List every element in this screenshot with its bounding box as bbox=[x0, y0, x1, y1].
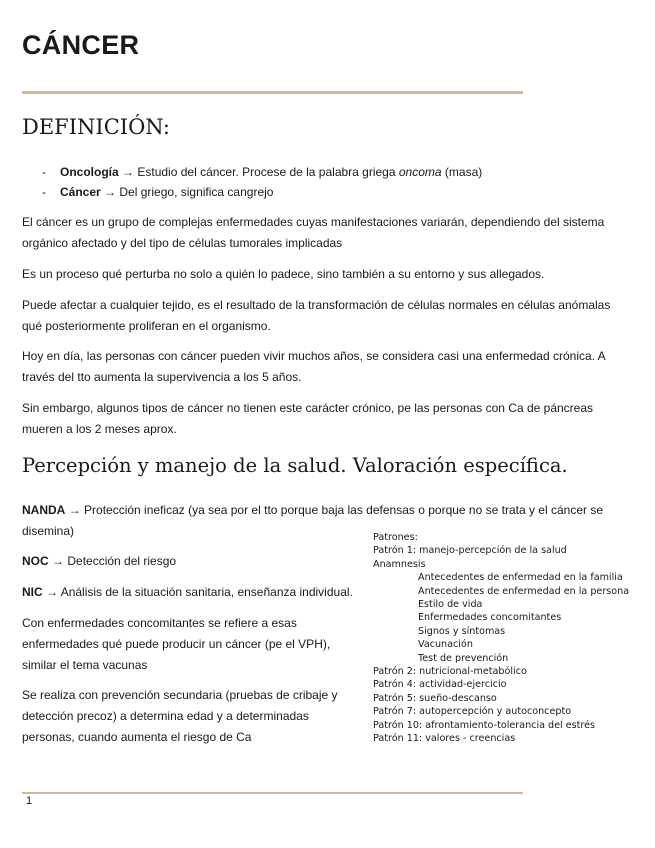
percepcion-heading: Percepción y manejo de la salud. Valoración específica. bbox=[22, 454, 568, 477]
arrow: → bbox=[104, 185, 117, 199]
patrones-line: Antecedentes de enfermedad en la familia bbox=[418, 572, 623, 584]
noc-term: NOC bbox=[22, 554, 49, 568]
patrones-line: Patrón 4: actividad-ejercicio bbox=[373, 679, 507, 691]
nic-line bbox=[22, 582, 362, 603]
bullet-text: Del griego, significa cangrejo bbox=[119, 185, 274, 199]
nanda-text: → Protección ineficaz (ya sea por el tto porque baja las defensas o porque no se trata y el cáncer se disemina) bbox=[22, 503, 603, 538]
patrones-line: Anamnesis bbox=[373, 558, 426, 570]
patrones-line: Enfermedades concomitantes bbox=[418, 612, 562, 624]
patrones-line: Patrón 2: nutricional-metabólico bbox=[373, 666, 527, 678]
patrones-line: Antecedentes de enfermedad en la persona bbox=[418, 585, 630, 597]
definicion-paragraph: Es un proceso qué perturba no solo a quién lo padece, sino también a su entorno y sus allegados. bbox=[22, 267, 545, 281]
bullet-term: Oncología bbox=[60, 165, 119, 179]
nic-text: → Análisis de la situación sanitaria, enseñanza individual. bbox=[46, 585, 353, 599]
page-title: CÁNCER bbox=[22, 30, 140, 60]
definicion-paragraph: Hoy en día, las personas con cáncer pueden vivir muchos años, se considera casi una enfermedad crónica. A través del tto aumenta la supervivencia a los 5 años. bbox=[22, 349, 606, 384]
patrones-list bbox=[373, 531, 629, 746]
patrones-line: Patrones: bbox=[373, 532, 418, 543]
prevencion-paragraph: Se realiza con prevención secundaria (pruebas de cribaje y detección precoz) a determina edad y a determinadas personas, cuando aumenta el riesgo de Ca bbox=[22, 688, 338, 744]
concomitantes-paragraph: Con enfermedades concomitantes se refiere a esas enfermedades qué puede producir un cáncer (pe el VPH), similar el tema vacunas bbox=[22, 616, 331, 672]
arrow: → bbox=[122, 165, 135, 179]
patrones-line: Patrón 1: manejo-percepción de la salud bbox=[373, 545, 567, 557]
patrones-line: Patrón 7: autopercepción y autoconcepto bbox=[373, 706, 572, 718]
page-number: 1 bbox=[26, 795, 33, 807]
bullet-text: Estudio del cáncer. Procese de la palabra griega bbox=[137, 165, 399, 179]
patrones-line: Patrón 11: valores - creencias bbox=[373, 733, 516, 745]
bullet-oncologia: - Oncología → Estudio del cáncer. Procese de la palabra griega oncoma (masa) bbox=[42, 165, 483, 179]
noc-text: → Detección del riesgo bbox=[52, 554, 177, 568]
noc-line bbox=[22, 551, 352, 572]
bullet-cancer: - Cáncer → Del griego, significa cangrejo bbox=[42, 185, 274, 199]
patrones-line: Estilo de vida bbox=[418, 599, 483, 611]
definicion-heading: DEFINICIÓN: bbox=[22, 115, 170, 139]
patrones-line: Patrón 5: sueño-descanso bbox=[373, 692, 497, 704]
definicion-paragraph: El cáncer es un grupo de complejas enfermedades cuyas manifestaciones variarán, dependiendo del sistema orgánico afectado y del tipo de células tumorales implicadas bbox=[22, 215, 605, 250]
definicion-paragraph: Puede afectar a cualquier tejido, es el resultado de la transformación de células normales en células anómalas qué posteriormente proliferan en el organismo. bbox=[22, 298, 611, 333]
patrones-line: Vacunación bbox=[418, 639, 473, 651]
bullet-term: Cáncer bbox=[60, 185, 101, 199]
footer-divider bbox=[22, 792, 523, 794]
patrones-line: Signos y síntomas bbox=[418, 625, 506, 637]
definicion-paragraph: Sin embargo, algunos tipos de cáncer no tienen este carácter crónico, pe las personas con Ca de páncreas mueren a los 2 meses aprox. bbox=[22, 401, 594, 436]
patrones-line: Test de prevención bbox=[418, 652, 509, 664]
nanda-term: NANDA bbox=[22, 503, 66, 517]
bullet-text: (masa) bbox=[441, 165, 483, 179]
patrones-line: Patrón 10: afrontamiento-tolerancia del estrés bbox=[373, 719, 596, 731]
title-divider bbox=[22, 91, 523, 94]
nic-term: NIC bbox=[22, 585, 43, 599]
bullet-italic: oncoma bbox=[398, 165, 442, 179]
